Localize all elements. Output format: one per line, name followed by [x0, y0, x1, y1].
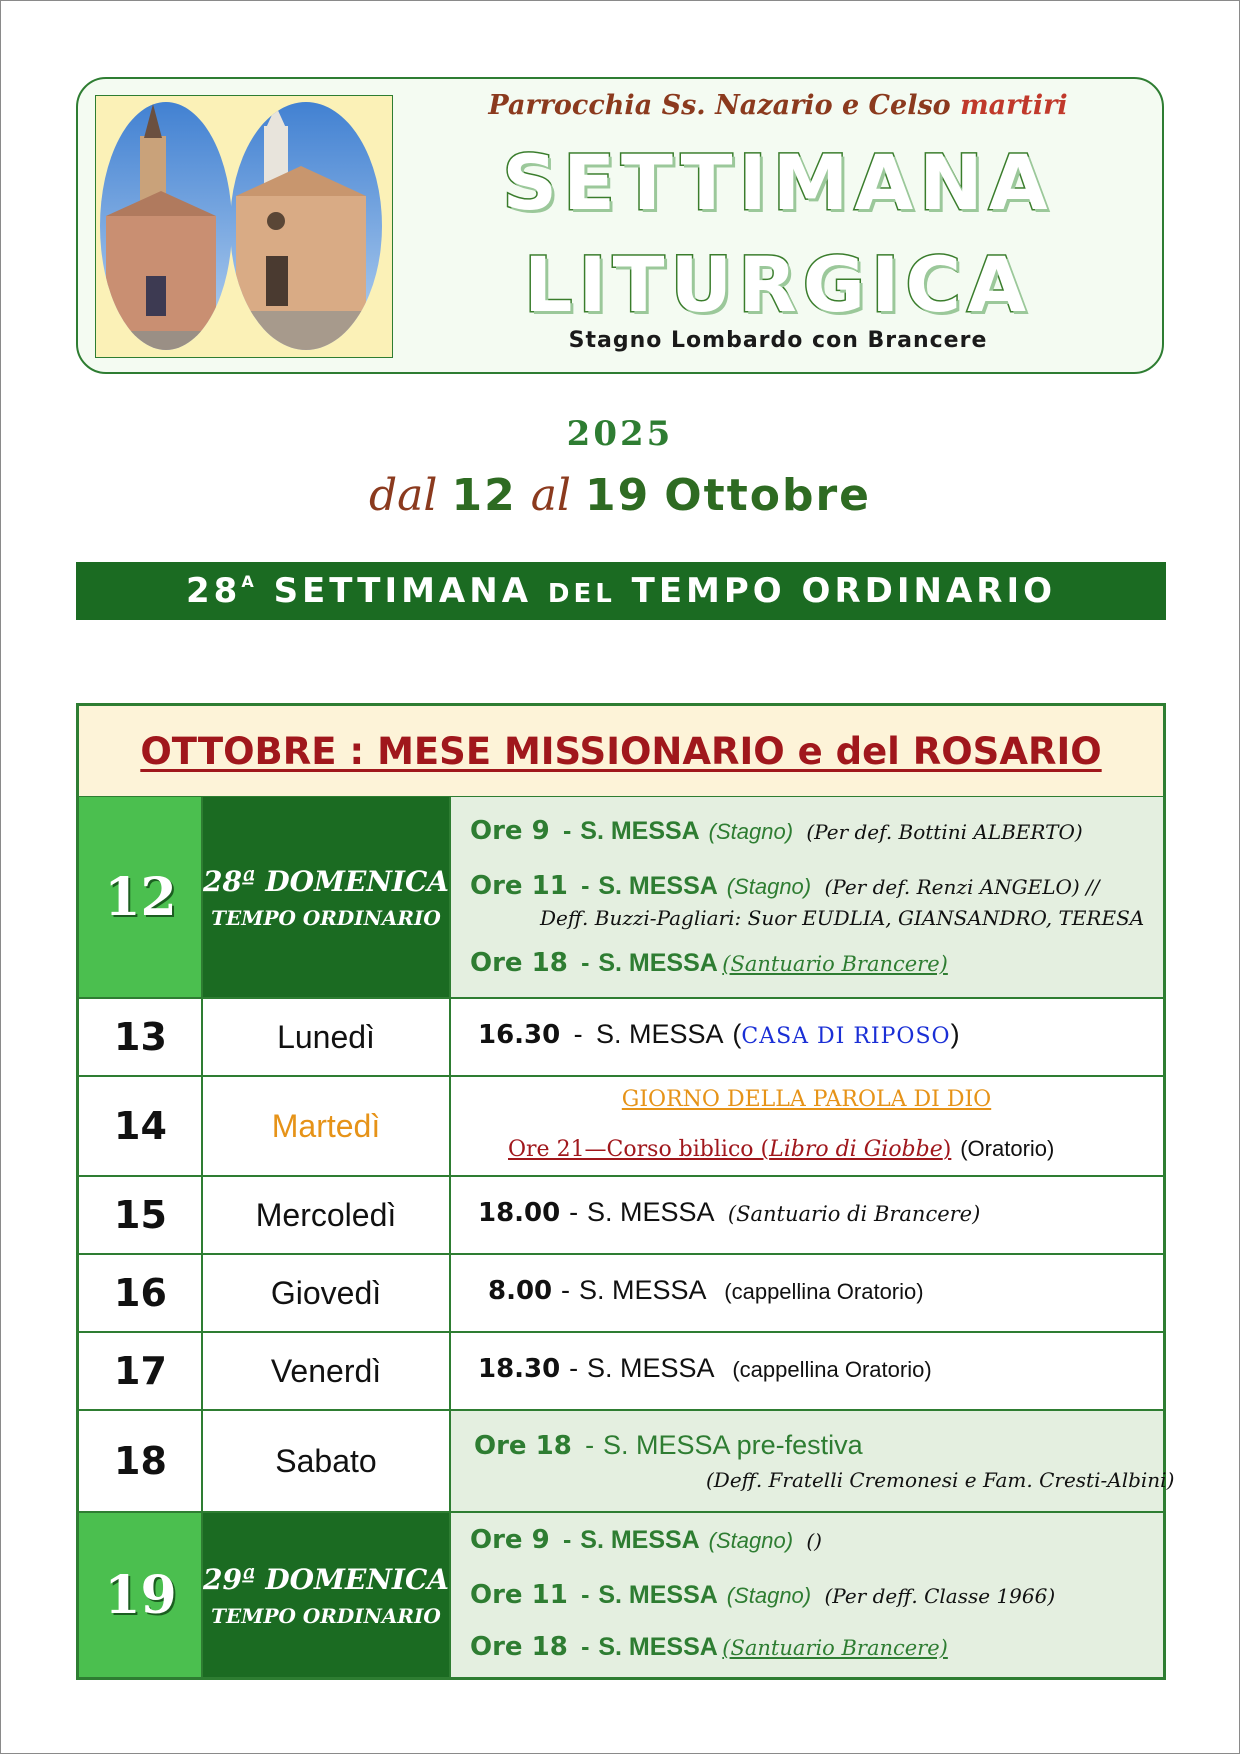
d13-messa: S. MESSA	[595, 1019, 724, 1049]
d19-l1-messa: S. MESSA	[580, 1526, 700, 1554]
day-12-name-a: 28ª DOMENICA	[202, 864, 450, 898]
day-14-name: Martedì	[271, 1107, 381, 1144]
day-12-line-3	[470, 948, 948, 978]
date-from-day: 12	[451, 470, 517, 521]
day-17-name: Venerdì	[270, 1352, 382, 1389]
day-19-name-a: 29ª DOMENICA	[202, 1562, 450, 1596]
d18-sep: -	[585, 1430, 595, 1460]
d17-time: 18.30	[478, 1354, 561, 1384]
d15-messa: S. MESSA	[587, 1197, 715, 1227]
col-divider	[201, 797, 203, 1677]
d19-l3-sep: -	[581, 1633, 590, 1661]
d16-messa: S. MESSA	[578, 1275, 707, 1305]
row-divider	[79, 1175, 1163, 1177]
day-16-name: Giovedì	[270, 1274, 382, 1311]
d13-close: )	[950, 1019, 960, 1049]
d16-place: (cappellina Oratorio)	[724, 1279, 924, 1304]
d19-l2-per: (Per deff. Classe 1966)	[824, 1584, 1056, 1608]
d12-l2b-per: Deff. Buzzi-Pagliari: Suor EUDLIA, GIANSANDRO, TERESA	[540, 906, 1145, 930]
d18-per: (Deff. Fratelli Cremonesi e Fam. Cresti-Albini)	[706, 1468, 1175, 1492]
d19-l2-ore: Ore 11	[470, 1580, 568, 1610]
col-divider	[449, 797, 451, 1677]
d12-l1-sep: -	[563, 817, 572, 845]
d12-l3-messa: S. MESSA	[598, 949, 718, 977]
church-photos	[95, 95, 393, 358]
date-range	[0, 470, 1240, 521]
row-divider	[79, 1253, 1163, 1255]
d15-sep: -	[569, 1197, 579, 1227]
day-13-number: 13	[114, 1015, 167, 1059]
title-line-1: SETTIMANA	[502, 138, 1054, 227]
banner-number: 28	[186, 571, 242, 611]
d12-l2-ore: Ore 11	[470, 871, 568, 901]
banner-sup: A	[241, 572, 258, 591]
day-14-number: 14	[114, 1104, 167, 1148]
d12-l2-per: (Per def. Renzi ANGELO) //	[824, 875, 1100, 899]
day-14-corso	[508, 1136, 1054, 1162]
d14-corso-b: Libro di Giobbe	[769, 1137, 943, 1162]
d17-place: (cappellina Oratorio)	[732, 1357, 932, 1382]
d19-l2-messa: S. MESSA	[598, 1581, 718, 1609]
day-14-title	[450, 1087, 1163, 1112]
day-12-line-1	[470, 816, 1083, 846]
d12-l3-ore: Ore 18	[470, 948, 568, 978]
d18-messa: S. MESSA pre-festiva	[603, 1430, 863, 1460]
day-18-name: Sabato	[275, 1442, 377, 1479]
d19-l1-place: (Stagno)	[708, 1528, 794, 1553]
d19-l1-per: ()	[806, 1529, 822, 1553]
day-12-number: 12	[79, 797, 202, 997]
week-banner	[76, 562, 1166, 620]
d19-l3-place: (Santuario Brancere)	[722, 1636, 948, 1660]
d12-l3-place: (Santuario Brancere)	[722, 952, 948, 976]
day-16-line	[488, 1275, 924, 1306]
day-19-line-1	[470, 1525, 822, 1555]
d14-place: (Oratorio)	[960, 1136, 1055, 1161]
row-divider	[79, 1331, 1163, 1333]
d13-sep: -	[573, 1019, 583, 1049]
day-15-name: Mercoledì	[255, 1196, 397, 1233]
day-19-number: 19	[79, 1513, 202, 1677]
d19-l3-ore: Ore 18	[470, 1632, 568, 1662]
church-illustration	[96, 96, 392, 357]
year: 2025	[566, 414, 674, 454]
parish-name-main: Parrocchia Ss. Nazario e Celso	[488, 90, 951, 121]
day-19-name-b: TEMPO ORDINARIO	[211, 1603, 441, 1628]
d19-l1-sep: -	[563, 1526, 572, 1554]
row-divider	[79, 997, 1163, 999]
row-divider	[79, 1409, 1163, 1411]
d14-corso-c: )	[942, 1137, 952, 1162]
day-18-events	[450, 1411, 1163, 1511]
parish-name	[398, 90, 1158, 121]
d12-l2-sep: -	[581, 872, 590, 900]
day-19-line-3	[470, 1632, 948, 1662]
d15-time: 18.00	[478, 1198, 561, 1228]
d13-place: CASA DI RIPOSO	[741, 1024, 951, 1049]
day-15-number: 15	[114, 1193, 167, 1237]
d18-ore: Ore 18	[474, 1431, 572, 1461]
day-18-line-2	[706, 1468, 1174, 1492]
location-subtitle: Stagno Lombardo con Brancere	[568, 328, 988, 353]
d12-l1-ore: Ore 9	[470, 816, 550, 846]
date-al: al	[530, 470, 572, 521]
d12-l2-messa: S. MESSA	[598, 872, 718, 900]
day-12-line-2b	[540, 906, 1144, 930]
date-to-day: 19	[585, 470, 651, 521]
month-header	[79, 706, 1163, 798]
row-divider	[79, 1075, 1163, 1077]
d12-l1-messa: S. MESSA	[580, 817, 700, 845]
day-15-line	[478, 1197, 980, 1228]
day-12-name	[202, 797, 450, 997]
d19-l3-messa: S. MESSA	[598, 1633, 718, 1661]
d12-l1-place: (Stagno)	[708, 819, 794, 844]
day-17-number: 17	[114, 1349, 167, 1393]
day-18-line-1	[474, 1430, 863, 1461]
d16-sep: -	[561, 1275, 571, 1305]
d14-corso	[508, 1137, 951, 1162]
d17-messa: S. MESSA	[587, 1353, 715, 1383]
day-16-number: 16	[114, 1271, 167, 1315]
banner-word1: SETTIMANA	[273, 571, 533, 611]
d13-open: (	[732, 1019, 742, 1049]
day-12-name-b: TEMPO ORDINARIO	[211, 905, 441, 930]
day-18-number: 18	[114, 1439, 167, 1483]
d19-l2-sep: -	[581, 1581, 590, 1609]
banner-word2: DEL	[547, 579, 616, 609]
date-month: Ottobre	[664, 470, 871, 521]
d19-l2-place: (Stagno)	[726, 1583, 812, 1608]
day-12-line-2	[470, 871, 1100, 901]
day-13-line	[478, 1019, 960, 1050]
day-19-line-2	[470, 1580, 1055, 1610]
d19-l1-ore: Ore 9	[470, 1525, 550, 1555]
d12-l2-place: (Stagno)	[726, 874, 812, 899]
d15-place: (Santuario di Brancere)	[727, 1202, 981, 1226]
day-17-line	[478, 1353, 932, 1384]
d13-time: 16.30	[478, 1020, 561, 1050]
day-19-name	[202, 1513, 450, 1677]
d12-l1-per: (Per def. Bottini ALBERTO)	[806, 820, 1083, 844]
row-divider	[79, 1511, 1163, 1513]
date-dal: dal	[368, 470, 438, 521]
d16-time: 8.00	[488, 1276, 553, 1306]
d14-corso-a: Ore 21—Corso biblico (	[508, 1137, 770, 1162]
day-13-name: Lunedì	[277, 1018, 375, 1055]
month-header-text: OTTOBRE : MESE MISSIONARIO e del ROSARIO	[140, 729, 1102, 773]
d17-sep: -	[569, 1353, 579, 1383]
d12-l3-sep: -	[581, 949, 590, 977]
title-line-2: LITURGICA	[523, 240, 1033, 329]
parish-name-martiri: martiri	[960, 90, 1068, 121]
banner-word3: TEMPO ORDINARIO	[631, 571, 1056, 611]
d14-title: GIORNO DELLA PAROLA DI DIO	[621, 1087, 992, 1112]
